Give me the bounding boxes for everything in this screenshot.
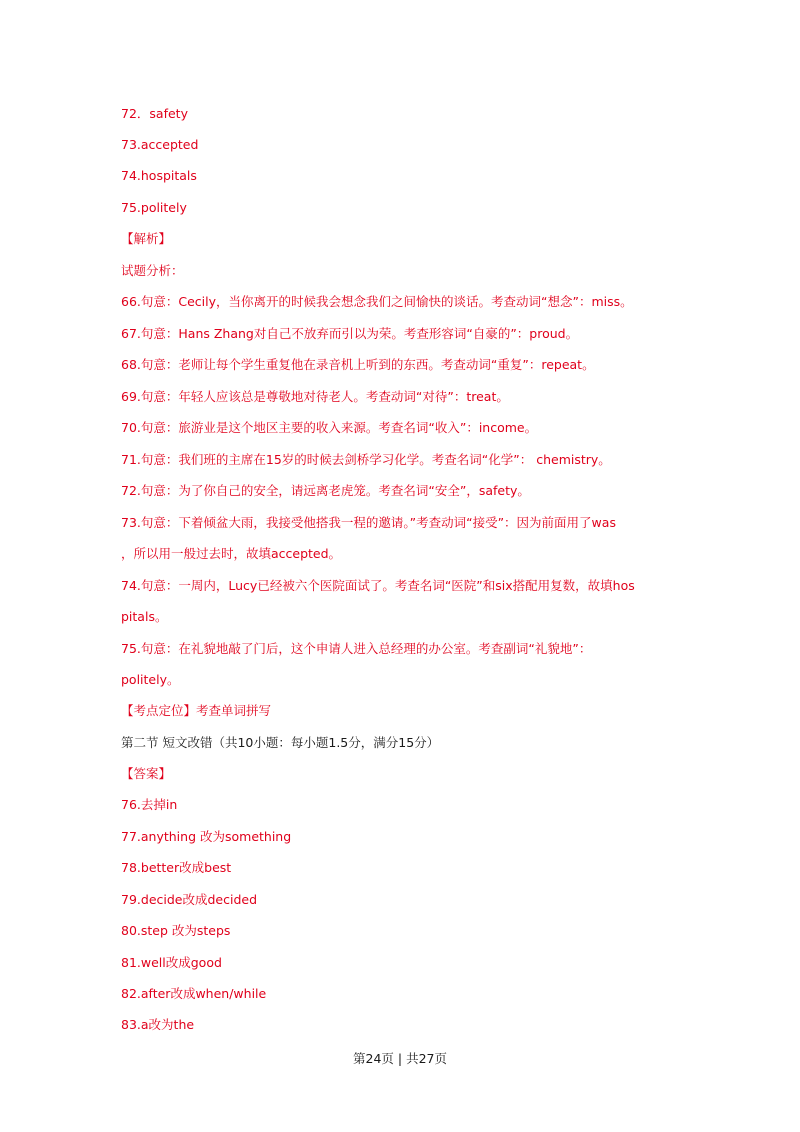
answer-heading: 【答案】 — [121, 766, 172, 781]
analysis-line: 69.句意：年轻人应该总是尊敬地对待老人。考查动词“对待”：treat。 — [121, 389, 509, 404]
answer-74: 74.hospitals — [121, 168, 197, 183]
analysis-line: 67.句意：Hans Zhang对自己不放弃而引以为荣。考查形容词“自豪的”：proud。 — [121, 326, 579, 341]
analysis-line: 71.句意：我们班的主席在15岁的时候去剑桥学习化学。考查名词“化学”： chemistry。 — [121, 452, 611, 467]
analysis-line: 74.句意：一周内，Lucy已经被六个医院面试了。考查名词“医院”和six搭配用复数，故填hos — [121, 578, 635, 593]
correction-item: 76.去掉in — [121, 797, 178, 812]
analysis-line: 75.句意：在礼貌地敲了门后，这个申请人进入总经理的办公室。考查副词“礼貌地”： — [121, 641, 592, 656]
analysis-line: pitals。 — [121, 609, 168, 624]
analysis-line: 72.句意：为了你自己的安全，请远离老虎笼。考查名词“安全”，safety。 — [121, 483, 530, 498]
correction-item: 78.better改成best — [121, 860, 232, 875]
kaodian-line: 【考点定位】考查单词拼写 — [121, 703, 272, 718]
answer-75: 75.politely — [121, 200, 187, 215]
correction-item: 83.a改为the — [121, 1017, 195, 1032]
analysis-line: 68.句意：老师让每个学生重复他在录音机上听到的东西。考查动词“重复”：repeat。 — [121, 357, 595, 372]
correction-item: 81.well改成good — [121, 955, 222, 970]
page-footer: 第24页 | 共27页 — [353, 1051, 447, 1066]
analysis-line: 66.句意：Cecily，当你离开的时候我会想念我们之间愉快的谈话。考查动词“想念”：miss。 — [121, 294, 633, 309]
analysis-line: politely。 — [121, 672, 180, 687]
correction-item: 82.after改成when/while — [121, 986, 267, 1001]
correction-item: 80.step 改为steps — [121, 923, 231, 938]
section-title: 第二节 短文改错（共10小题：每小题1.5分，满分15分） — [121, 735, 440, 750]
correction-item: 77.anything 改为something — [121, 829, 292, 844]
correction-item: 79.decide改成decided — [121, 892, 258, 907]
analysis-heading: 【解析】 — [121, 231, 172, 246]
analysis-line: ，所以用一般过去时，故填accepted。 — [121, 546, 342, 561]
answer-72: 72．safety — [121, 106, 188, 121]
analysis-subheading: 试题分析： — [121, 263, 184, 278]
analysis-line: 70.句意：旅游业是这个地区主要的收入来源。考查名词“收入”：income。 — [121, 420, 538, 435]
answer-73: 73.accepted — [121, 137, 199, 152]
analysis-line: 73.句意：下着倾盆大雨，我接受他搭我一程的邀请。”考查动词“接受”：因为前面用了was — [121, 515, 616, 530]
